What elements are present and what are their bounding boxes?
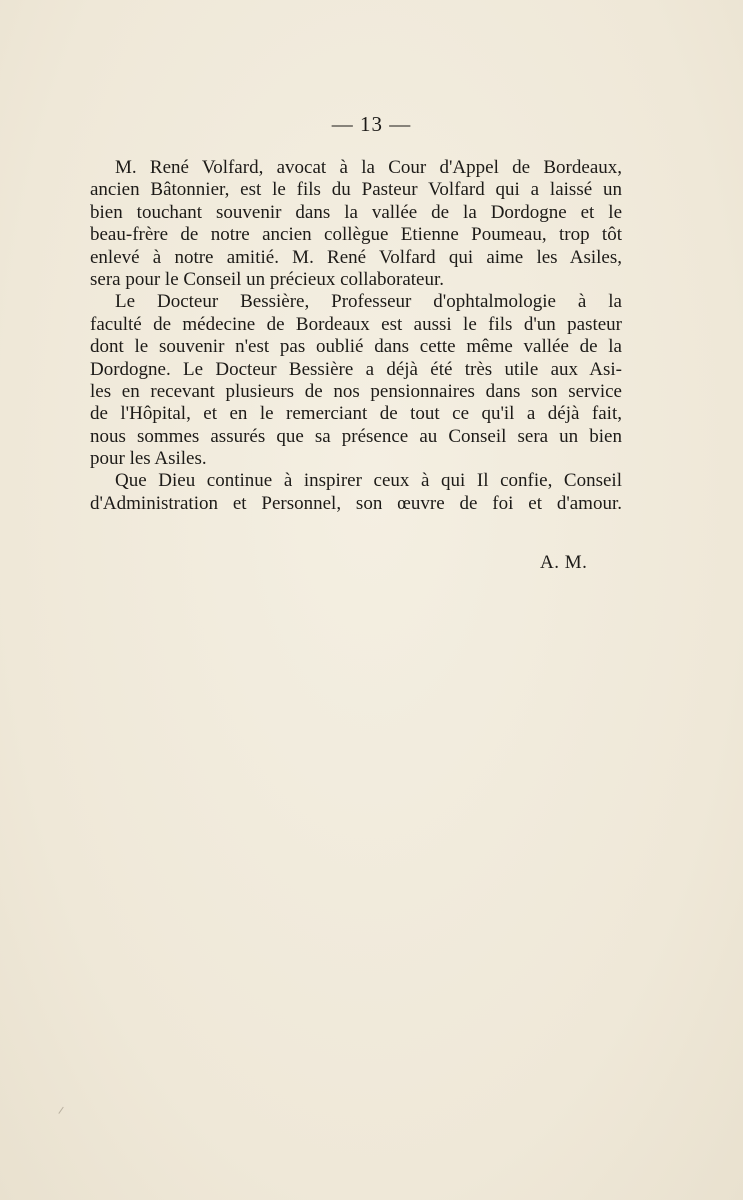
text-line: bien touchant souvenir dans la vallée de la Dordogne et le [90,201,622,223]
text-line: Le Docteur Bessière, Professeur d'ophtalmologie à la [115,291,622,313]
text-line: ancien Bâtonnier, est le fils du Pasteur Volfard qui a laissé un [90,179,622,201]
paragraph-volfard [90,157,622,291]
paragraph-bessiere [90,291,622,470]
paper-mark [58,1107,68,1118]
body-text [90,157,622,515]
text-line: pour les Asiles. [90,448,207,470]
text-line: les en recevant plusieurs de nos pensionnaires dans son service [90,380,622,402]
text-line: enlevé à notre amitié. M. René Volfard qui aime les Asiles, [90,246,622,268]
text-line: dont le souvenir n'est pas oublié dans cette même vallée de la [90,336,622,358]
paragraph-closing [90,470,622,515]
text-line: beau-frère de notre ancien collègue Etienne Poumeau, trop tôt [90,224,622,246]
text-line: sera pour le Conseil un précieux collaborateur. [90,268,445,290]
text-line: Que Dieu continue à inspirer ceux à qui Il confie, Conseil [115,470,622,492]
text-line: d'Administration et Personnel, son œuvre de foi et d'amour. [90,492,622,514]
text-line: faculté de médecine de Bordeaux est aussi le fils d'un pasteur [90,313,622,335]
signature-initials: A. M. [540,552,588,573]
text-line: de l'Hôpital, et en le remerciant de tout ce qu'il a déjà fait, [90,403,622,425]
page-number: — 13 — [331,112,412,136]
text-line: Dordogne. Le Docteur Bessière a déjà été très utile aux Asi- [90,358,622,380]
text-line: nous sommes assurés que sa présence au Conseil sera un bien [90,425,622,447]
text-line: M. René Volfard, avocat à la Cour d'Appel de Bordeaux, [115,157,622,178]
